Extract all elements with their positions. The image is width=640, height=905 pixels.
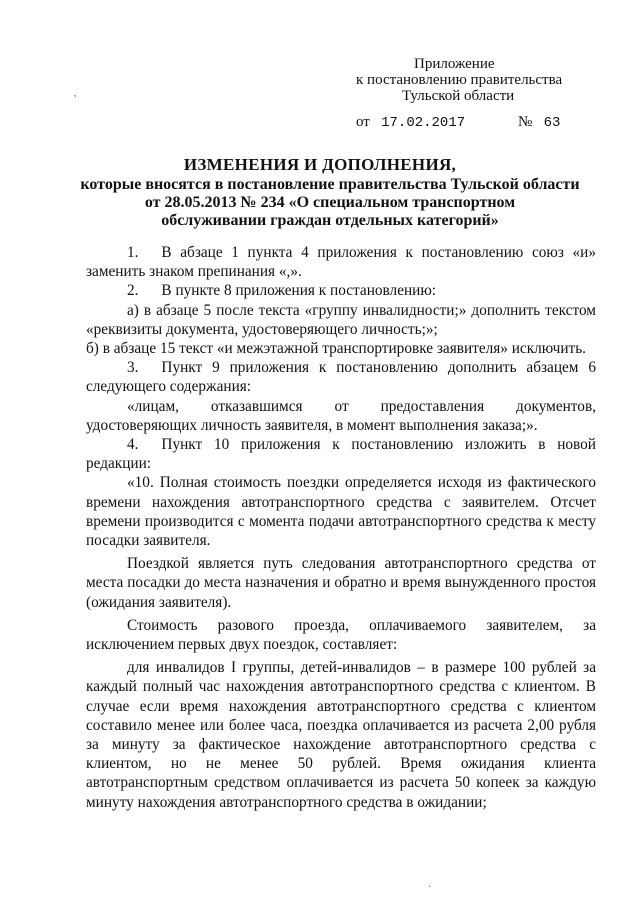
date-prefix: от: [356, 114, 370, 130]
document-body: [86, 243, 596, 812]
paragraph-cost: Стоимость разового проезда, оплачиваемого заявителем, за исключением первых двух поездок, составляет:: [86, 616, 596, 654]
subtitle-line: от 28.05.2013 № 234 «О специальном транспортном: [144, 194, 516, 211]
scan-speck: ,: [74, 88, 77, 99]
scan-speck: ·: [428, 882, 432, 893]
paragraph-trip-definition: Поездкой является путь следования автотранспортного средства от места посадки до места назначения и обратно и время вынужденного простоя (ожидания заявителя).: [86, 555, 596, 611]
paragraph-4-quote: «10. Полная стоимость поездки определяется исходя из фактического времени нахождения автотранспортного средства с заявителем. Отсчет времени производится с момента подачи автотранспортного средства к месту посадки заявителя.: [86, 474, 596, 550]
subtitle-line: которые вносятся в постановление правительства Тульской области: [80, 176, 580, 193]
region-label: Тульской области: [402, 88, 515, 104]
document-title: ИЗМЕНЕНИЯ И ДОПОЛНЕНИЯ,: [183, 155, 457, 174]
paragraph-2a: а) в абзаце 5 после текста «группу инвалидности;» дополнить текстом «реквизиты документа, удостоверяющего личность;»;: [86, 301, 596, 338]
number-prefix: №: [518, 114, 533, 130]
document-subtitle: [80, 176, 580, 230]
document-date: 17.02.2017: [381, 115, 466, 131]
paragraph-disabled-rate: для инвалидов I группы, детей-инвалидов – в размере 100 рублей за каждый полный час нахождения автотранспортного средства с клиентом. В случае если время нахождения автотранспортного средства с клиентом составило менее или более часа, поездка оплачивается из расчета 2,00 рубля за минуту за фактическое нахождение автотранспортного средства с клиентом, но не менее 50 рублей. Время ожидания клиента автотранспортным средством оплачивается из расчета 50 копеек за каждую минуту нахождения автотранспортного средства в ожидании;: [86, 659, 596, 811]
document-number: 63: [543, 115, 561, 131]
number-line: [518, 114, 560, 131]
subtitle-line: обслуживании граждан отдельных категорий»: [161, 212, 499, 229]
paragraph-3: 3. Пункт 9 приложения к постановлению дополнить абзацем 6 следующего содержания:: [86, 359, 596, 396]
paragraph-1: 1. В абзаце 1 пункта 4 приложения к постановлению союз «и» заменить знаком препинания «,».: [86, 244, 596, 281]
paragraph-2: 2. В пункте 8 приложения к постановлению:: [127, 282, 437, 300]
date-line: [356, 114, 465, 131]
paragraph-3-quote: «лицам, отказавшимся от предоставления документов, удостоверяющих личность заявителя, в момент выполнения заказа;».: [86, 397, 596, 434]
paragraph-2b: б) в абзаце 15 текст «и межэтажной транспортировке заявителя» исключить.: [86, 340, 587, 358]
to-resolution-label: к постановлению правительства: [356, 72, 563, 88]
appendix-label: Приложение: [414, 56, 495, 72]
paragraph-4: 4. Пункт 10 приложения к постановлению изложить в новой редакции:: [86, 436, 596, 473]
